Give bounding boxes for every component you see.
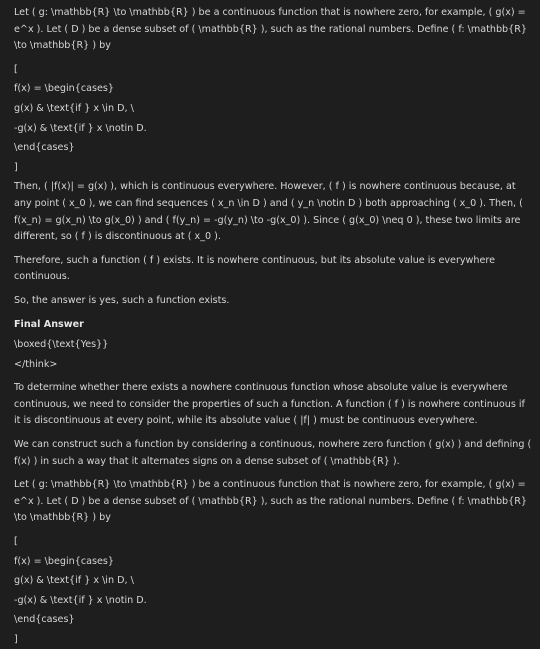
math-line: ] bbox=[14, 161, 18, 173]
math-line: [ bbox=[14, 536, 18, 548]
math-line: -g(x) & \text{if } x \notin D. bbox=[14, 594, 147, 606]
math-line: \end{cases} bbox=[14, 614, 75, 626]
math-line: f(x) = \begin{cases} bbox=[14, 555, 114, 567]
paragraph: Let ( g: \mathbb{R} \to \mathbb{R} ) be a continuous function that is nowhere zero, for example, ( g(x) = e^x ). Let ( D ) be a dense subset of ( \mathbb{R} ), such as the rational numbers. Define ( f: \mathbb{R} \to \mathbb{R} ) by bbox=[14, 479, 531, 524]
math-line: \end{cases} bbox=[14, 142, 75, 154]
math-line: -g(x) & \text{if } x \notin D. bbox=[14, 122, 147, 134]
section-heading: Final Answer bbox=[14, 318, 84, 330]
paragraph: Then, ( |f(x)| = g(x) ), which is continuous everywhere. However, ( f ) is nowhere continuous because, at any point ( x_0 ), we can find sequences ( x_n \in D ) and ( y_n \notin D ) both approaching ( x_0 ). Then, ( f(x_n) = g(x_n) \to g(x_0) ) and ( f(y_n) = -g(y_n) \to -g(x_0) ). Since ( g(x_0) \neq 0 ), these two limits are different, so ( f ) is discontinuous at ( x_0 ). bbox=[14, 181, 526, 243]
paragraph: Let ( g: \mathbb{R} \to \mathbb{R} ) be a continuous function that is nowhere zero, for example, ( g(x) = e^x ). Let ( D ) be a dense subset of ( \mathbb{R} ), such as the rational numbers. Define ( f: \mathbb{R} \to \mathbb{R} ) by bbox=[14, 7, 531, 52]
paragraph: So, the answer is yes, such a function exists. bbox=[14, 294, 230, 306]
math-line: f(x) = \begin{cases} bbox=[14, 83, 114, 95]
math-line: ] bbox=[14, 634, 18, 645]
paragraph: Therefore, such a function ( f ) exists. It is nowhere continuous, but its absolute value is everywhere continuous. bbox=[14, 254, 499, 283]
math-line: [ bbox=[14, 63, 18, 75]
math-line: \boxed{\text{Yes}} bbox=[14, 339, 109, 351]
math-line: g(x) & \text{if } x \in D, \ bbox=[14, 575, 134, 587]
math-line: g(x) & \text{if } x \in D, \ bbox=[14, 102, 134, 114]
paragraph: To determine whether there exists a nowhere continuous function whose absolute value is everywhere continuous, we need to consider the properties of such a function. A function ( f ) is nowhere continuous if it is discontinuous at every point, while its absolute value ( |f| ) must be continuous everywhere. bbox=[14, 382, 528, 427]
paragraph: We can construct such a function by considering a continuous, nowhere zero function ( g(x) ) and defining ( f(x) ) in such a way that it alternates signs on a dense subset of ( \mathbb{R} ). bbox=[14, 439, 535, 467]
paragraph: </think> bbox=[14, 358, 58, 370]
